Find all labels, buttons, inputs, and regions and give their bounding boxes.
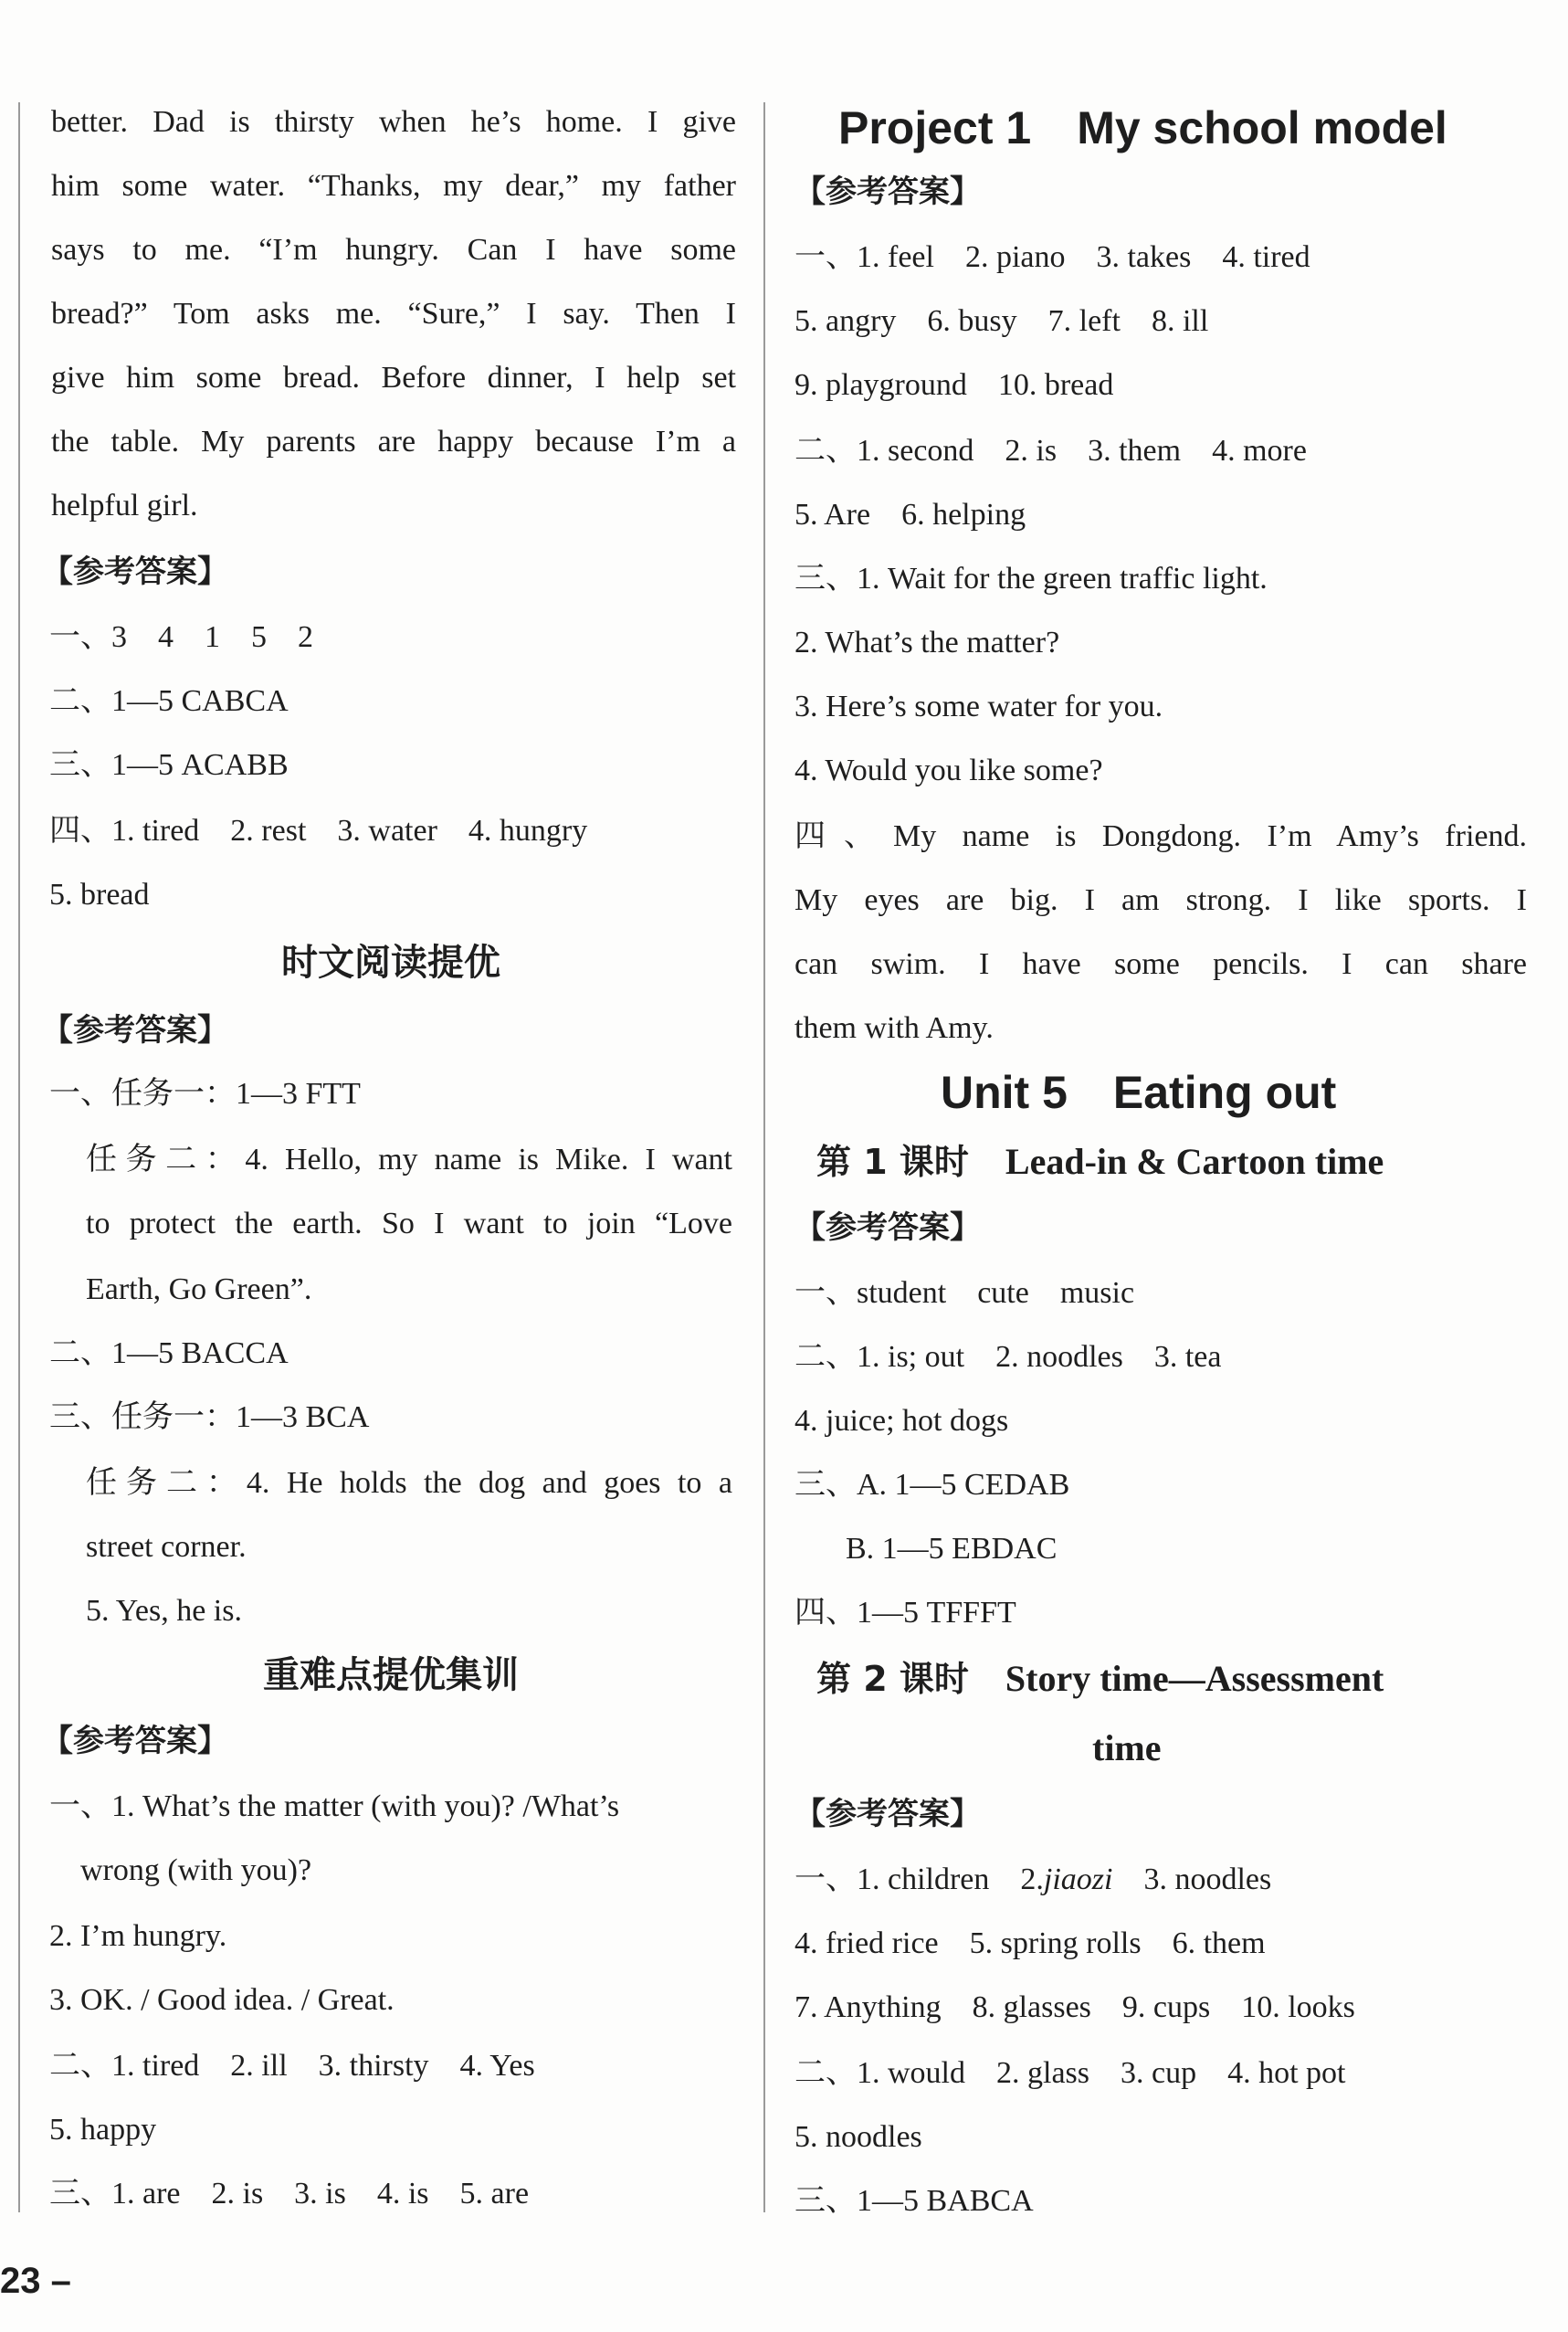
- answer-line: 任务二：4. Hello, my name is Mike. I want: [86, 1143, 732, 1177]
- passage-line: says to me. “I’m hungry. Can I have some: [51, 233, 736, 267]
- answer-line: 一、1. What’s the matter (with you)? /What’s: [49, 1789, 620, 1823]
- answer-line: 3. Here’s some water for you.: [795, 690, 1163, 723]
- section-title-key-points: 重难点提优集训: [263, 1654, 519, 1696]
- passage-line: the table. My parents are happy because I’m a: [51, 425, 736, 459]
- answer-line: 二、1—5 BACCA: [49, 1336, 289, 1370]
- answer-line: 2. What’s the matter?: [795, 626, 1060, 660]
- passage-line: better. Dad is thirsty when he’s home. I give: [51, 105, 736, 139]
- lesson-1-title: [816, 1136, 1384, 1187]
- answer-text-italic: jiaozi: [1043, 1862, 1113, 1896]
- lesson-1-name: Lead-in & Cartoon time: [1005, 1141, 1384, 1182]
- answer-label: 【参考答案】: [42, 1723, 228, 1759]
- answer-line: 三、A. 1—5 CEDAB: [795, 1468, 1070, 1502]
- column-divider: [763, 102, 765, 2212]
- lesson-2-name: Story time—Assessment: [1005, 1658, 1384, 1699]
- answer-line: 二、1. second 2. is 3. them 4. more: [795, 434, 1307, 468]
- unit-title: Unit 5 Eating out: [941, 1067, 1337, 1118]
- lesson-1-number: 第 1 课时: [816, 1142, 969, 1182]
- answer-line: 5. noodles: [795, 2120, 922, 2154]
- answer-line: 一、任务一：1—3 FTT: [49, 1077, 361, 1111]
- answer-line: 4. Would you like some?: [795, 754, 1103, 787]
- answer-line: 5. Yes, he is.: [86, 1594, 242, 1628]
- answer-line: can swim. I have some pencils. I can share: [795, 947, 1527, 981]
- answer-line: 2. I’m hungry.: [49, 1919, 227, 1953]
- answer-line: 三、1—5 BABCA: [795, 2184, 1034, 2218]
- passage-line: him some water. “Thanks, my dear,” my father: [51, 169, 736, 203]
- answer-line: 四、1. tired 2. rest 3. water 4. hungry: [49, 814, 588, 848]
- section-title-reading: 时文阅读提优: [281, 942, 500, 984]
- lesson-2-title-cont: time: [1092, 1727, 1162, 1768]
- passage-line: give him some bread. Before dinner, I help set: [51, 361, 736, 395]
- answer-text: 3. noodles: [1112, 1862, 1272, 1896]
- answer-line: 5. happy: [49, 2113, 157, 2147]
- answer-line: [795, 1860, 1271, 1900]
- answer-label: 【参考答案】: [795, 1796, 981, 1832]
- answer-line: 5. bread: [49, 878, 150, 912]
- page-number: 23 –: [0, 2261, 71, 2301]
- answer-line: 4. juice; hot dogs: [795, 1404, 1009, 1438]
- answer-line: 三、任务一：1—3 BCA: [49, 1400, 370, 1434]
- answer-line: 一、student cute music: [795, 1276, 1135, 1310]
- answer-line: Earth, Go Green”.: [86, 1272, 312, 1306]
- answer-line: 一、3 4 1 5 2: [49, 620, 313, 654]
- lesson-2-title: [816, 1653, 1384, 1704]
- passage-line: bread?” Tom asks me. “Sure,” I say. Then I: [51, 297, 736, 331]
- answer-line: 四、My name is Dongdong. I’m Amy’s friend.: [795, 819, 1527, 853]
- answer-line: 四、1—5 TFFFT: [795, 1596, 1016, 1630]
- answer-line: 5. angry 6. busy 7. left 8. ill: [795, 304, 1209, 338]
- project-title: Project 1 My school model: [838, 102, 1447, 153]
- answer-label: 【参考答案】: [795, 174, 981, 210]
- answer-line: to protect the earth. So I want to join “Love: [86, 1207, 732, 1240]
- answer-line: 二、1. would 2. glass 3. cup 4. hot pot: [795, 2056, 1346, 2090]
- answer-label: 【参考答案】: [795, 1209, 981, 1246]
- passage-line: helpful girl.: [51, 489, 198, 522]
- answer-line: street corner.: [86, 1530, 247, 1564]
- left-margin-rule: [18, 102, 20, 2212]
- answer-line: 三、1. Wait for the green traffic light.: [795, 562, 1268, 596]
- answer-line: 任务二：4. He holds the dog and goes to a: [86, 1466, 732, 1500]
- answer-line: 3. OK. / Good idea. / Great.: [49, 1983, 395, 2017]
- answer-line: 三、1. are 2. is 3. is 4. is 5. are: [49, 2177, 530, 2211]
- answer-line: My eyes are big. I am strong. I like sports. I: [795, 883, 1527, 917]
- answer-text: 一、1. children 2.: [795, 1862, 1044, 1896]
- answer-line: wrong (with you)?: [80, 1853, 312, 1887]
- answer-line: 9. playground 10. bread: [795, 368, 1114, 402]
- answer-line: 二、1. is; out 2. noodles 3. tea: [795, 1340, 1222, 1374]
- answer-line: 三、1—5 ACABB: [49, 748, 289, 782]
- answer-line: 二、1. tired 2. ill 3. thirsty 4. Yes: [49, 2049, 535, 2083]
- answer-line: 二、1—5 CABCA: [49, 684, 289, 718]
- answer-line: 一、1. feel 2. piano 3. takes 4. tired: [795, 240, 1310, 274]
- answer-label: 【参考答案】: [42, 1012, 228, 1049]
- answer-line: B. 1—5 EBDAC: [846, 1532, 1058, 1566]
- answer-line: 4. fried rice 5. spring rolls 6. them: [795, 1926, 1266, 1960]
- answer-line: them with Amy.: [795, 1011, 994, 1045]
- answer-line: 7. Anything 8. glasses 9. cups 10. looks: [795, 1990, 1355, 2024]
- answer-line: 5. Are 6. helping: [795, 498, 1026, 532]
- answer-label: 【参考答案】: [42, 554, 228, 590]
- lesson-2-number: 第 2 课时: [816, 1659, 969, 1699]
